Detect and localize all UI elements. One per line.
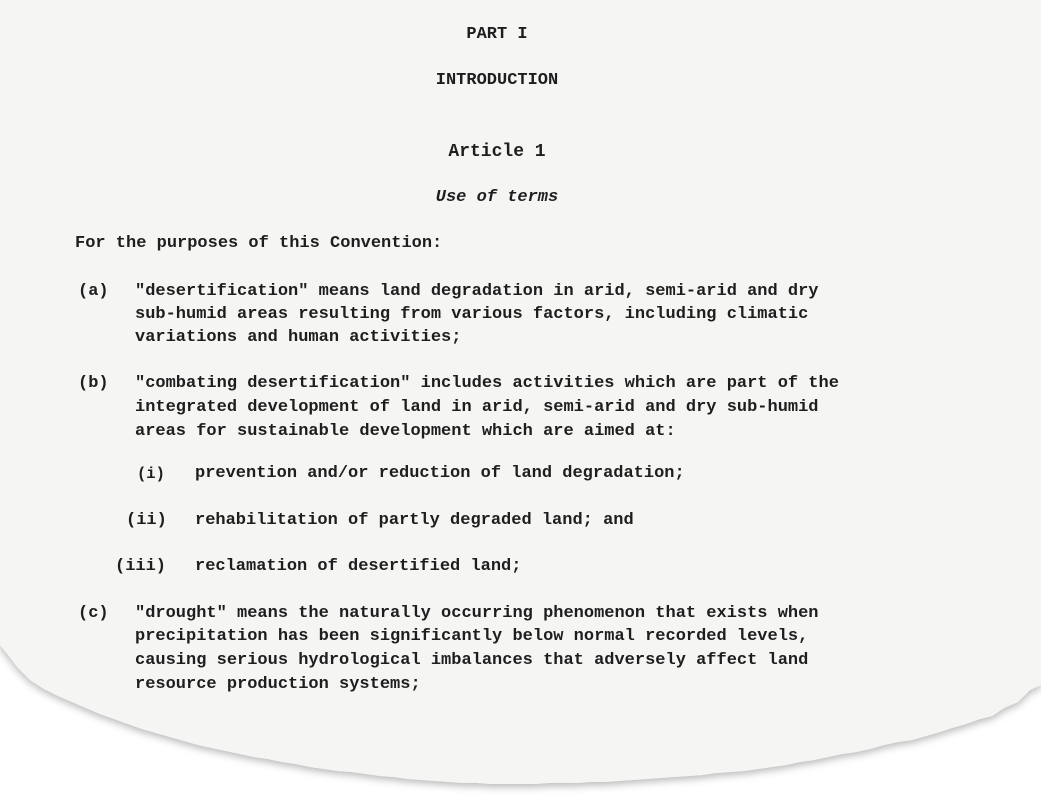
subitem-text-ii: rehabilitation of partly degraded land; and <box>195 511 634 530</box>
item-label-a: (a) <box>78 282 109 301</box>
item-label-c: (c) <box>78 604 109 623</box>
article-title: Use of terms <box>435 188 559 207</box>
part-heading: PART I <box>466 25 528 44</box>
item-a-line: "desertification" means land degradation in arid, semi-arid and dry <box>135 282 819 301</box>
subitem-label-iii: (iii) <box>115 557 167 576</box>
item-c-line: causing serious hydrological imbalances that adversely affect land <box>135 651 809 670</box>
article-heading: Article 1 <box>448 142 546 162</box>
subitem-text-i: prevention and/or reduction of land degradation; <box>195 464 685 483</box>
preamble: For the purposes of this Convention: <box>75 234 443 253</box>
item-b-line: integrated development of land in arid, semi-arid and dry sub-humid <box>135 398 819 417</box>
item-a-line: sub-humid areas resulting from various factors, including climatic <box>135 305 809 324</box>
item-label-b: (b) <box>78 374 109 393</box>
item-c-line: "drought" means the naturally occurring phenomenon that exists when <box>135 604 819 623</box>
part-title: INTRODUCTION <box>435 71 559 90</box>
item-c-line: resource production systems; <box>135 675 421 694</box>
item-b-line: "combating desertification" includes activities which are part of the <box>135 374 839 393</box>
subitem-label-ii: (ii) <box>126 511 167 530</box>
item-c-line: precipitation has been significantly below normal recorded levels, <box>135 627 809 646</box>
subitem-label-i: (i) <box>137 465 165 483</box>
item-b-line: areas for sustainable development which are aimed at: <box>135 422 676 441</box>
subitem-text-iii: reclamation of desertified land; <box>195 557 522 576</box>
item-a-line: variations and human activities; <box>135 328 462 347</box>
